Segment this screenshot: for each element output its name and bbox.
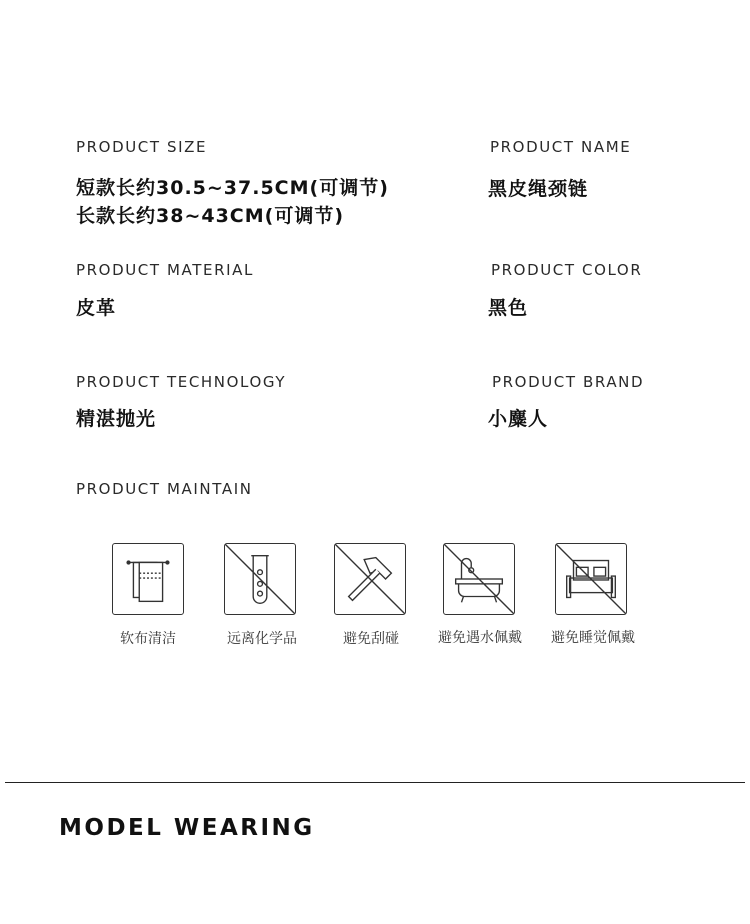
caption-avoid-scratches: 避免刮碰	[343, 631, 399, 647]
product-material-value: 皮革	[76, 297, 117, 319]
product-technology-value: 精湛抛光	[76, 408, 157, 430]
towel-icon	[112, 543, 184, 615]
product-maintain-label: PRODUCT MAINTAIN	[76, 480, 253, 498]
product-color-label: PRODUCT COLOR	[491, 261, 643, 279]
product-name-label: PRODUCT NAME	[490, 138, 632, 156]
product-brand-label: PRODUCT BRAND	[492, 373, 645, 391]
product-brand-value: 小麋人	[488, 408, 549, 430]
product-name-value: 黑皮绳颈链	[488, 178, 589, 200]
product-size-value-short: 短款长约30.5~37.5CM(可调节)	[76, 177, 389, 199]
product-size-value-long: 长款长约38~43CM(可调节)	[76, 205, 345, 227]
hammer-icon	[334, 543, 406, 615]
product-size-label: PRODUCT SIZE	[76, 138, 208, 156]
bathtub-icon	[443, 543, 515, 615]
product-technology-label: PRODUCT TECHNOLOGY	[76, 373, 287, 391]
test-tube-icon	[224, 543, 296, 615]
caption-avoid-water: 避免遇水佩戴	[438, 630, 522, 646]
caption-soft-cloth: 软布清洁	[120, 631, 176, 647]
product-material-label: PRODUCT MATERIAL	[76, 261, 254, 279]
bed-icon	[555, 543, 627, 615]
caption-avoid-chemicals: 远离化学品	[227, 631, 297, 647]
caption-avoid-sleeping: 避免睡觉佩戴	[551, 630, 635, 646]
product-color-value: 黑色	[488, 297, 529, 319]
section-divider	[5, 782, 745, 783]
model-wearing-heading: MODEL WEARING	[59, 815, 315, 841]
